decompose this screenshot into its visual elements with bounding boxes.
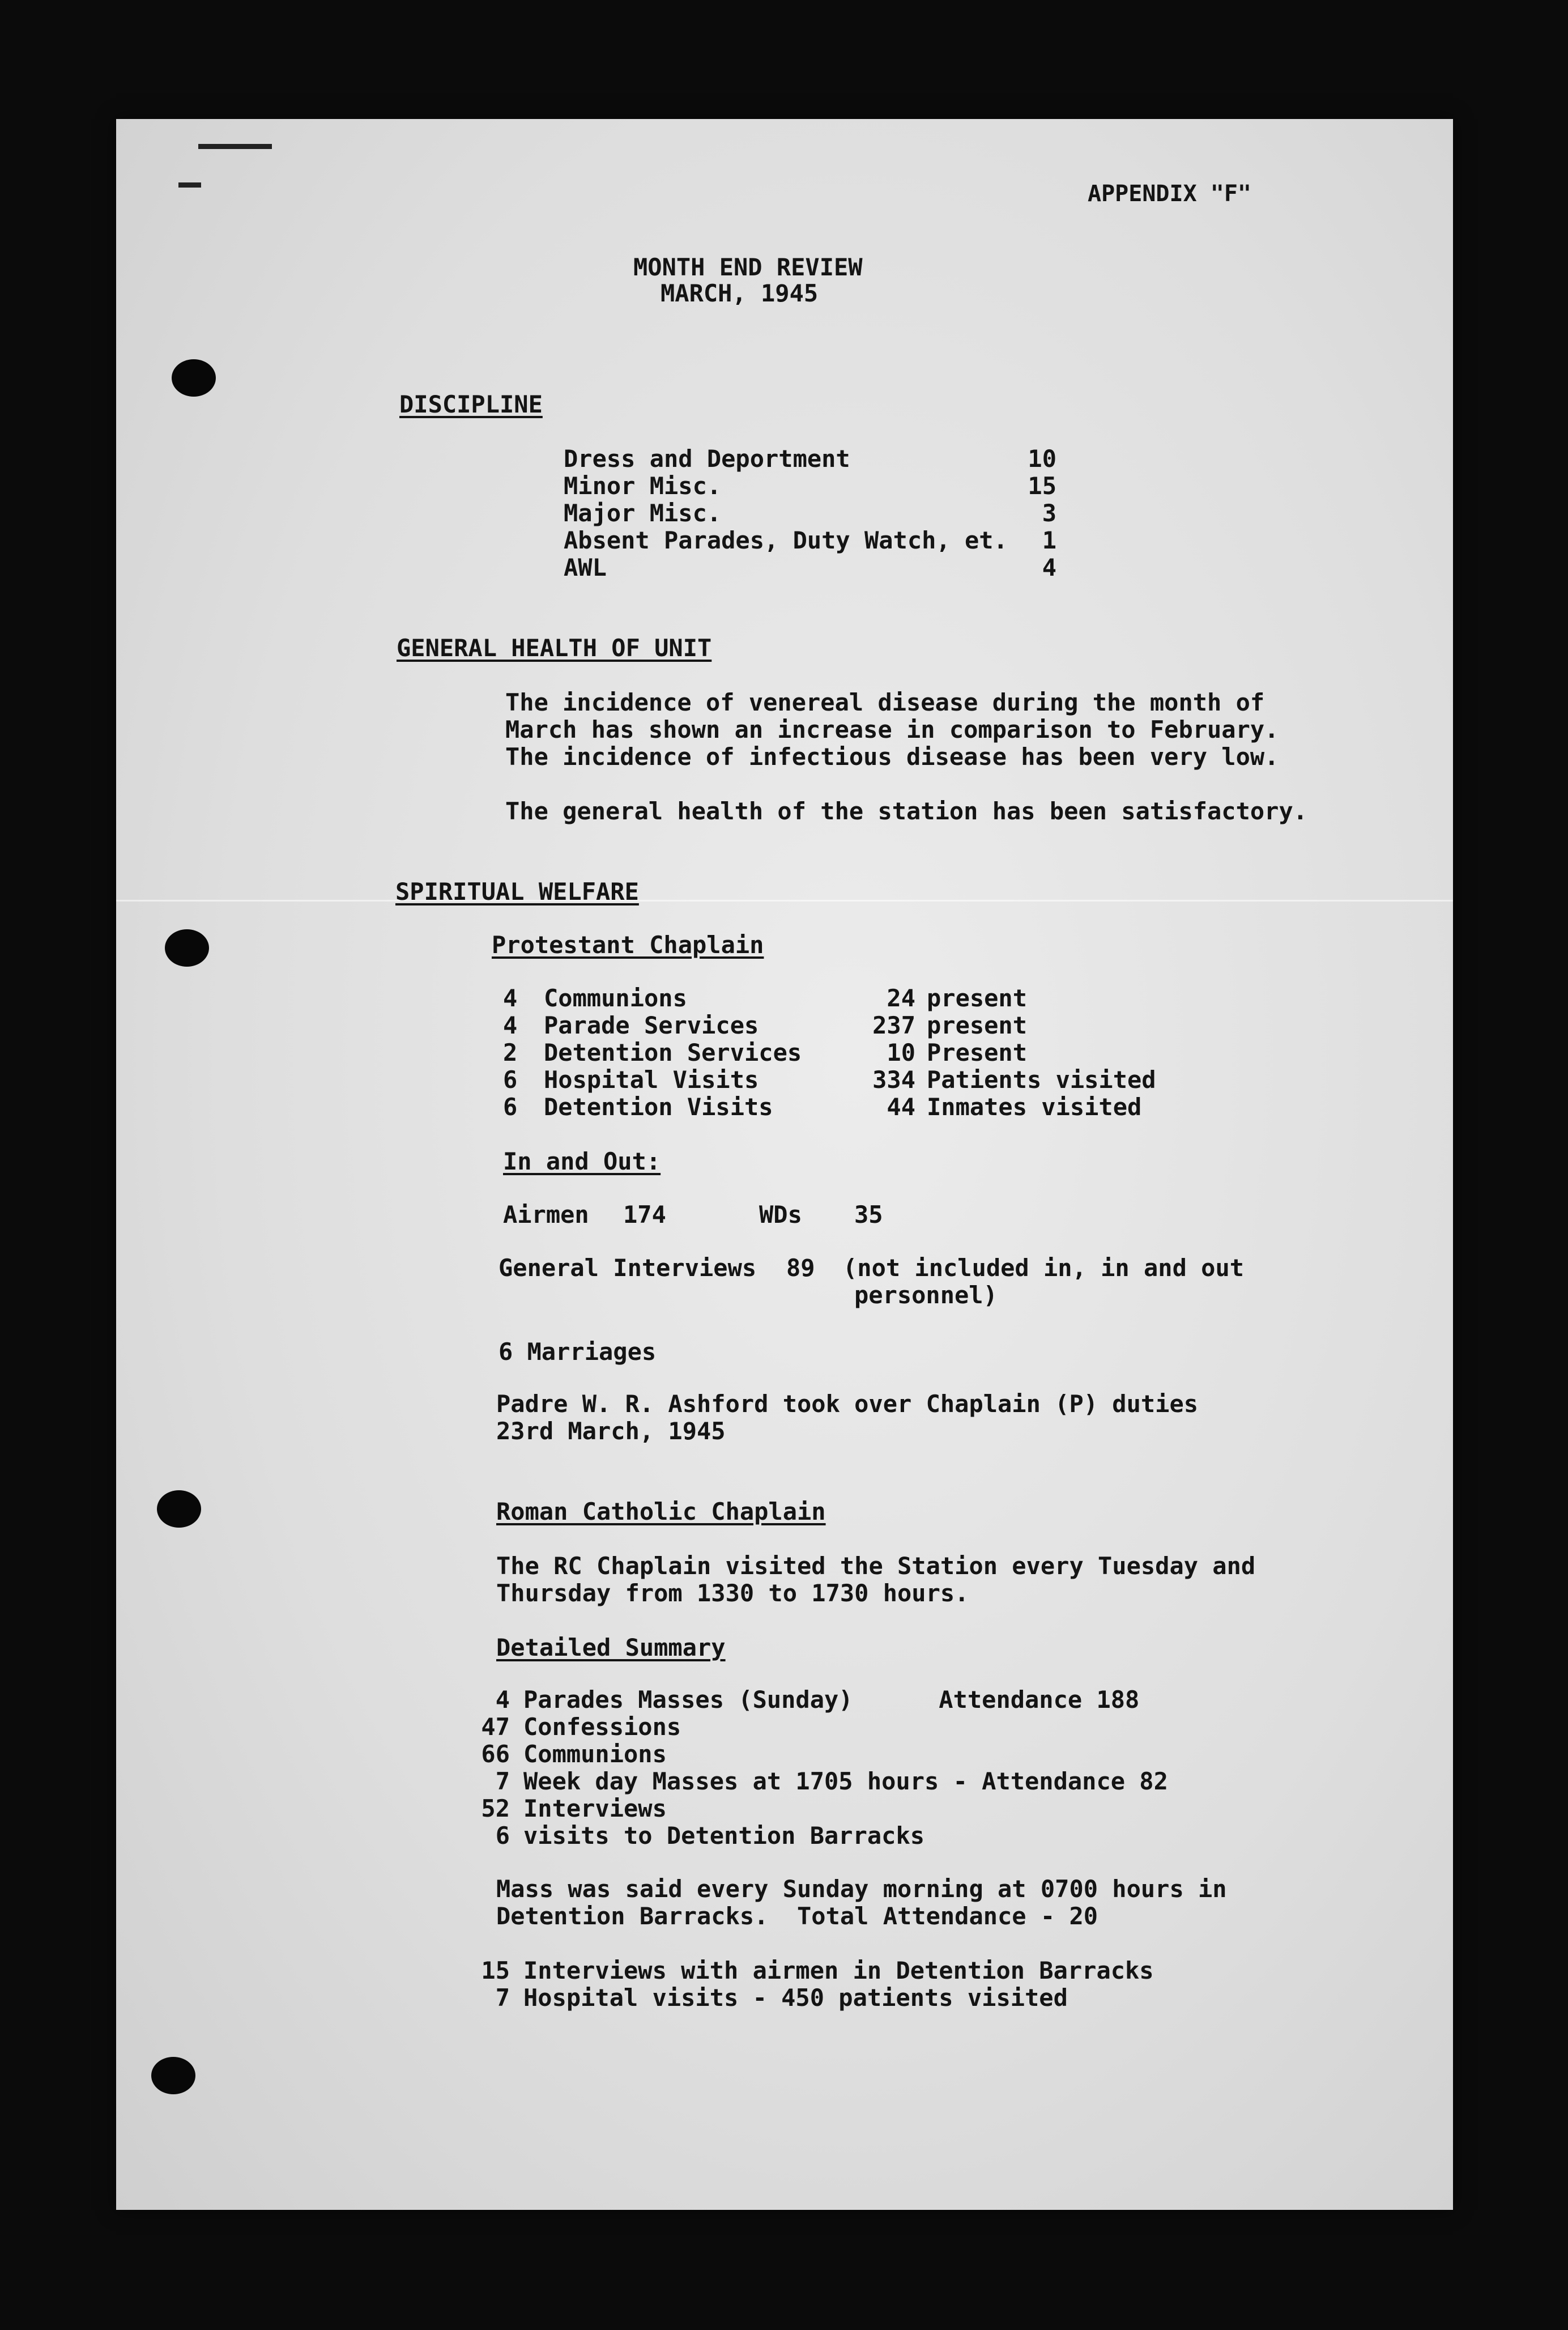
wds-value: 35	[854, 1201, 883, 1228]
wds-label: WDs	[759, 1201, 802, 1228]
discipline-item-label: Dress and Deportment	[564, 445, 850, 473]
protestant-row-label: Detention Visits	[544, 1093, 773, 1121]
punch-hole	[172, 359, 216, 397]
protestant-row-number: 6	[503, 1066, 518, 1094]
ink-mark	[178, 182, 201, 188]
ink-mark	[198, 144, 272, 149]
final-number: 7	[495, 1984, 510, 2012]
subheading-in-and-out: In and Out:	[503, 1147, 661, 1175]
protestant-row-label: Communions	[544, 984, 687, 1012]
discipline-item-count: 1	[1042, 526, 1056, 554]
protestant-row-desc: Patients visited	[927, 1066, 1156, 1094]
discipline-item-count: 10	[1028, 445, 1056, 473]
summary-text: Confessions	[523, 1713, 681, 1741]
punch-hole	[157, 1490, 201, 1528]
catholic-visit-line: The RC Chaplain visited the Station every Tuesday and	[496, 1552, 1256, 1580]
protestant-row-label: Parade Services	[544, 1011, 759, 1039]
protestant-row-number: 4	[503, 984, 518, 1012]
interviews-label: General Interviews	[498, 1254, 757, 1282]
subheading-protestant: Protestant Chaplain	[492, 931, 764, 959]
section-heading-health: GENERAL HEALTH OF UNIT	[397, 634, 712, 662]
padre-note-line: 23rd March, 1945	[496, 1417, 726, 1445]
health-paragraph-line: The incidence of venereal disease during the month of	[505, 688, 1265, 716]
summary-text: Communions	[523, 1740, 667, 1768]
discipline-item-label: Major Misc.	[564, 499, 722, 527]
mass-note-line: Mass was said every Sunday morning at 0700 hours in	[496, 1875, 1227, 1903]
summary-number: 6	[495, 1822, 510, 1849]
summary-number: 52	[481, 1795, 510, 1822]
summary-number: 7	[495, 1767, 510, 1795]
discipline-item-label: Absent Parades, Duty Watch, et.	[564, 526, 1008, 554]
protestant-row-desc: Present	[927, 1039, 1028, 1066]
discipline-item-count: 15	[1028, 472, 1056, 500]
final-number: 15	[481, 1957, 510, 1984]
protestant-row-count: 24	[887, 984, 915, 1012]
airmen-value: 174	[623, 1201, 666, 1228]
discipline-item-label: Minor Misc.	[564, 472, 722, 500]
protestant-row-label: Hospital Visits	[544, 1066, 759, 1094]
interviews-note: (not included in, in and out	[843, 1254, 1245, 1282]
summary-text: Week day Masses at 1705 hours - Attendance 82	[523, 1767, 1168, 1795]
summary-number: 47	[481, 1713, 510, 1741]
punch-hole	[151, 2057, 195, 2094]
protestant-row-number: 4	[503, 1011, 518, 1039]
section-heading-discipline: DISCIPLINE	[399, 390, 543, 418]
protestant-row-count: 10	[887, 1039, 915, 1066]
health-paragraph-line: The general health of the station has been satisfactory.	[505, 797, 1308, 825]
catholic-visit-line: Thursday from 1330 to 1730 hours.	[496, 1579, 969, 1607]
punch-hole	[165, 929, 209, 967]
protestant-row-number: 2	[503, 1039, 518, 1066]
section-heading-spiritual: SPIRITUAL WELFARE	[395, 878, 639, 905]
document-date: MARCH, 1945	[661, 279, 819, 307]
fold-line	[116, 900, 1453, 902]
discipline-item-count: 3	[1042, 499, 1056, 527]
interviews-note: personnel)	[854, 1281, 998, 1309]
protestant-row-number: 6	[503, 1093, 518, 1121]
summary-text: Parades Masses (Sunday) Attendance 188	[523, 1686, 1140, 1714]
discipline-item-count: 4	[1042, 554, 1056, 581]
appendix-label: APPENDIX "F"	[1088, 181, 1251, 207]
airmen-label: Airmen	[503, 1201, 589, 1228]
final-text: Interviews with airmen in Detention Barracks	[523, 1957, 1154, 1984]
health-paragraph-line: March has shown an increase in comparison to February.	[505, 716, 1279, 743]
mass-note-line: Detention Barracks. Total Attendance - 20	[496, 1902, 1098, 1930]
protestant-row-desc: present	[927, 1011, 1028, 1039]
protestant-row-label: Detention Services	[544, 1039, 802, 1066]
protestant-row-desc: Inmates visited	[927, 1093, 1142, 1121]
padre-note-line: Padre W. R. Ashford took over Chaplain (P) duties	[496, 1390, 1199, 1418]
summary-number: 4	[495, 1686, 510, 1714]
marriages-text: 6 Marriages	[498, 1338, 657, 1366]
protestant-row-count: 44	[887, 1093, 915, 1121]
summary-number: 66	[481, 1740, 510, 1768]
interviews-value: 89	[786, 1254, 815, 1282]
health-paragraph-line: The incidence of infectious disease has been very low.	[505, 743, 1279, 771]
summary-text: Interviews	[523, 1795, 667, 1822]
protestant-row-desc: present	[927, 984, 1028, 1012]
subheading-detailed-summary: Detailed Summary	[496, 1634, 726, 1661]
protestant-row-count: 237	[872, 1011, 915, 1039]
discipline-item-label: AWL	[564, 554, 607, 581]
summary-text: visits to Detention Barracks	[523, 1822, 925, 1849]
final-text: Hospital visits - 450 patients visited	[523, 1984, 1068, 2012]
document-title: MONTH END REVIEW	[633, 253, 863, 281]
subheading-catholic: Roman Catholic Chaplain	[496, 1498, 826, 1525]
protestant-row-count: 334	[872, 1066, 915, 1094]
